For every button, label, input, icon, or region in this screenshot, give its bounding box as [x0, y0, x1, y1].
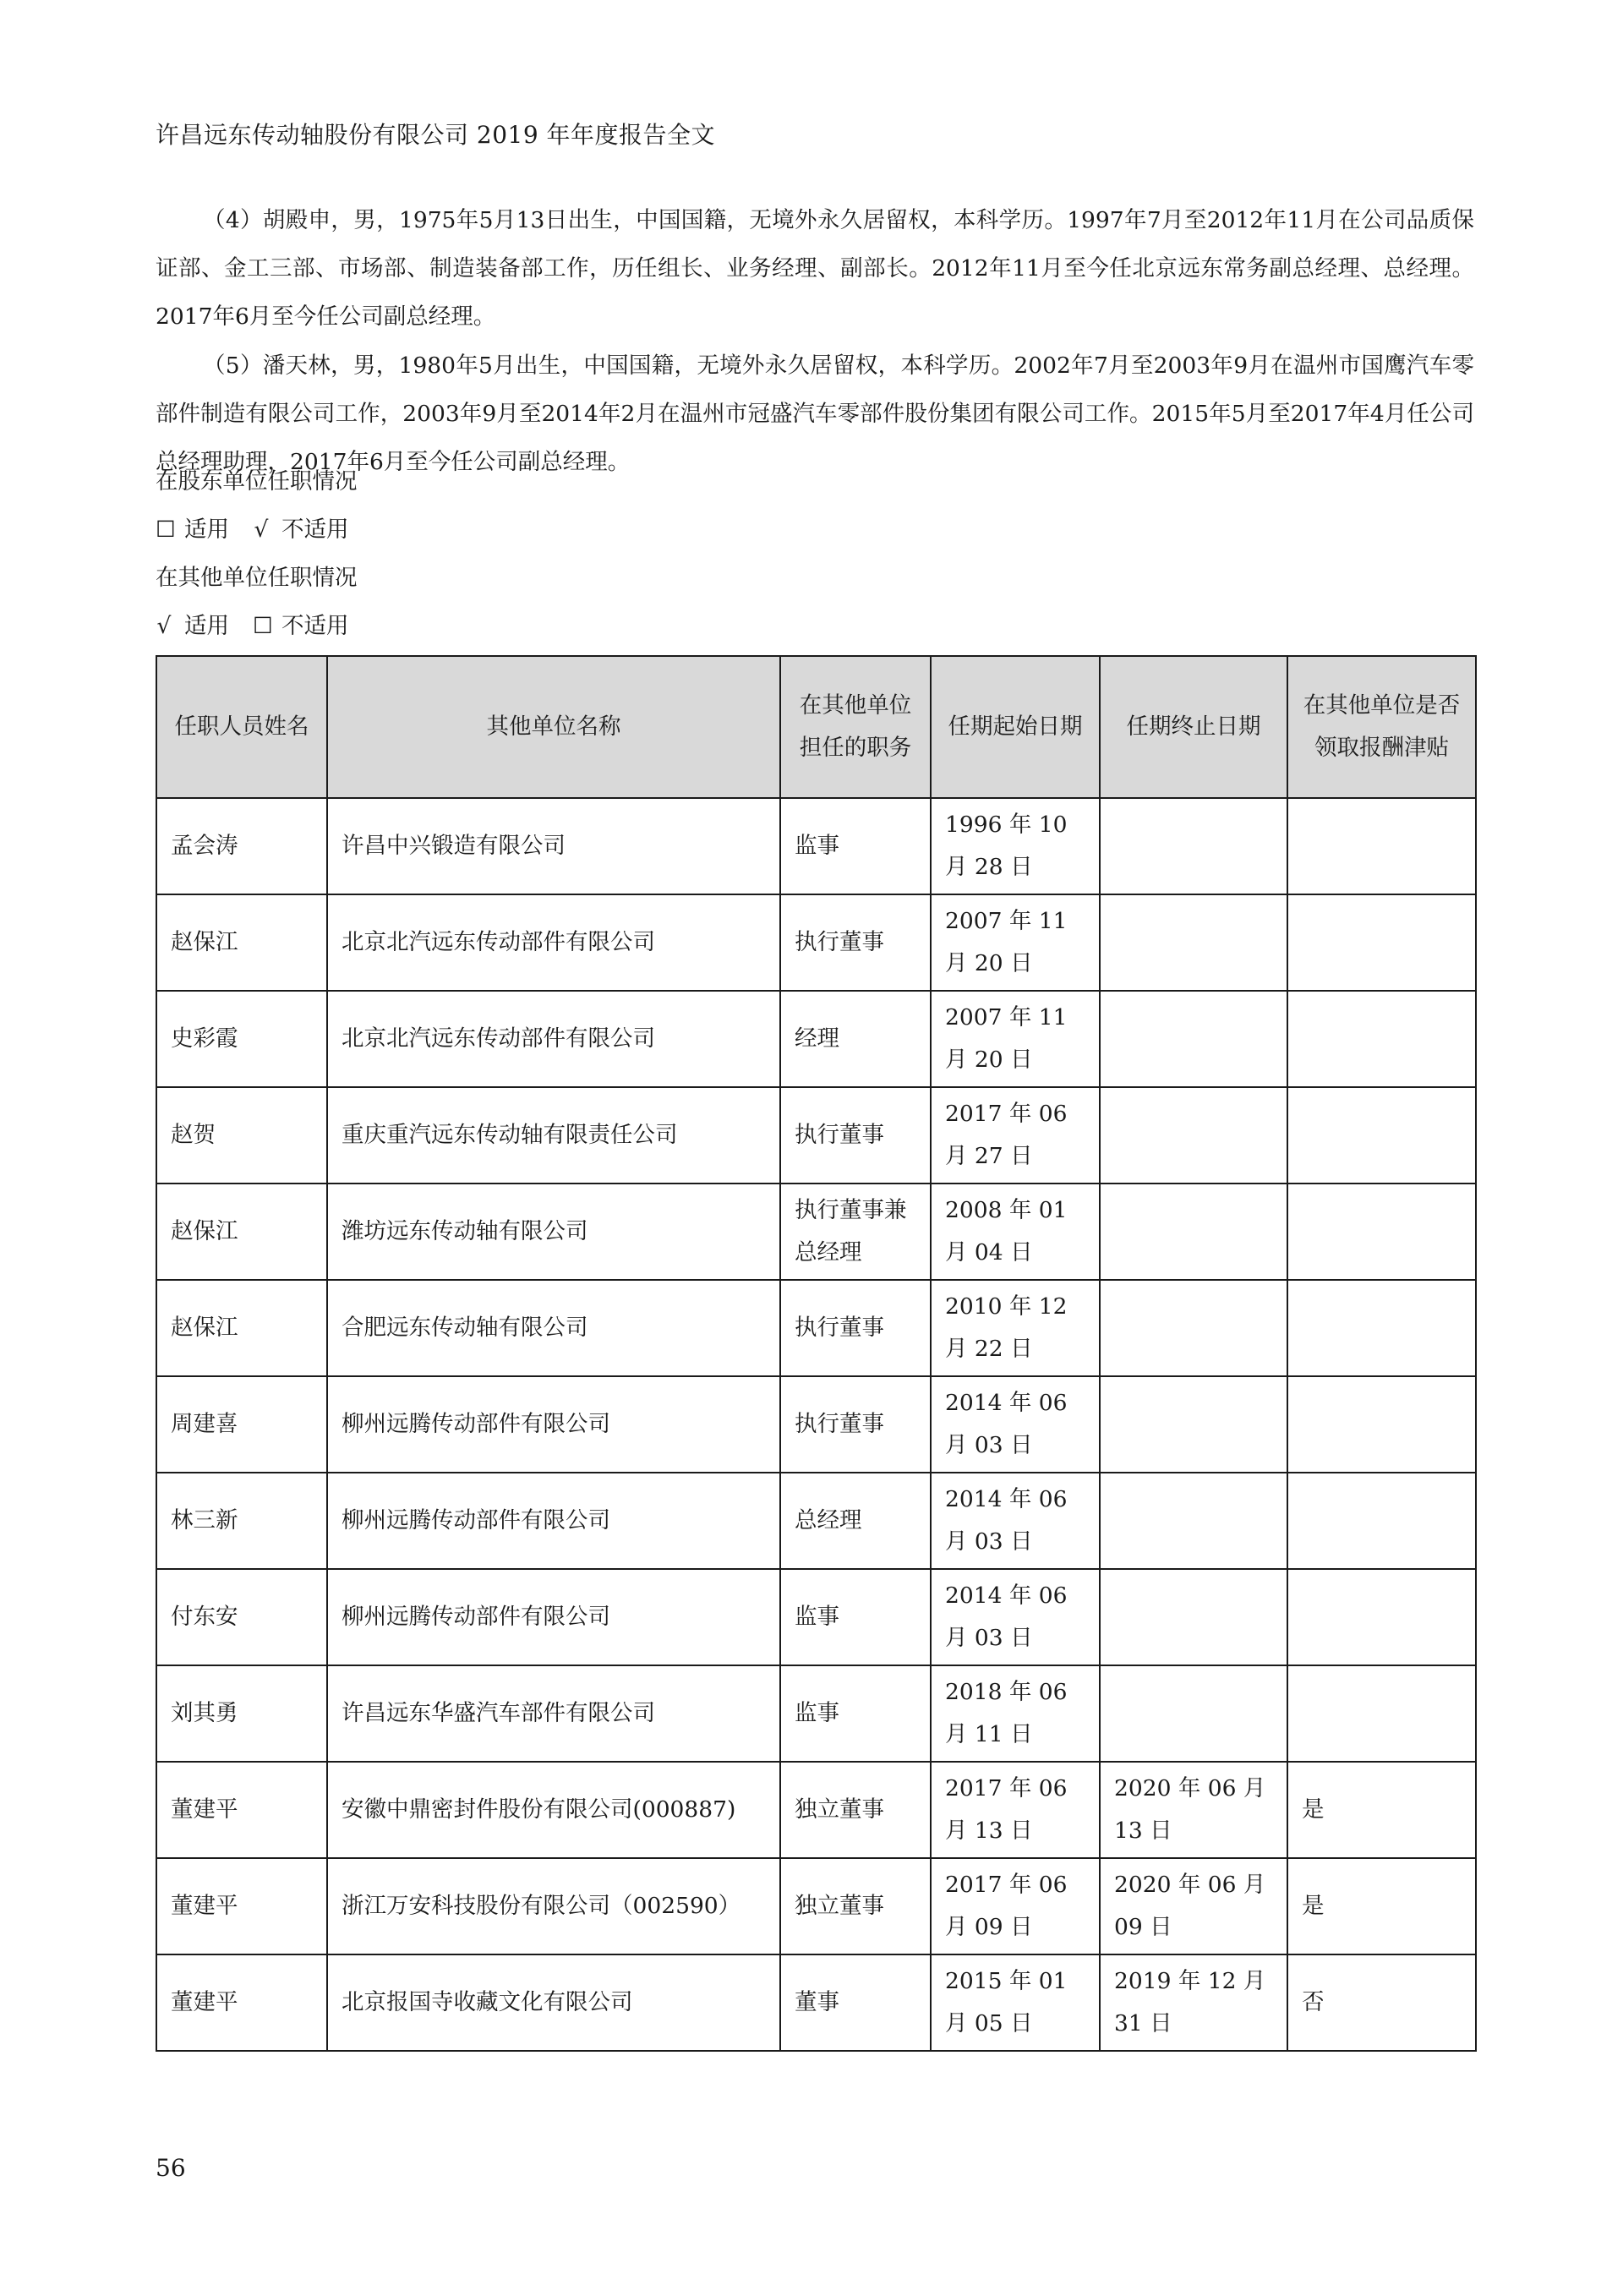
cell-remuneration [1287, 1665, 1476, 1762]
cell-unit-name: 许昌中兴锻造有限公司 [327, 798, 780, 894]
cell-position: 执行董事 [780, 1376, 931, 1473]
header-person-name: 任职人员姓名 [156, 656, 327, 798]
cell-remuneration [1287, 1473, 1476, 1569]
cell-unit-name: 潍坊远东传动轴有限公司 [327, 1184, 780, 1280]
applicable-label: 适用 [184, 517, 229, 543]
cell-start-date: 2008 年 01 月 04 日 [931, 1184, 1100, 1280]
applicable-label: 适用 [184, 613, 229, 639]
cell-position: 执行董事 [780, 1087, 931, 1184]
cell-unit-name: 重庆重汽远东传动轴有限责任公司 [327, 1087, 780, 1184]
cell-start-date: 2015 年 01 月 05 日 [931, 1954, 1100, 2051]
cell-person-name: 周建喜 [156, 1376, 327, 1473]
other-section-title: 在其他单位任职情况 [156, 565, 358, 591]
cell-person-name: 董建平 [156, 1762, 327, 1858]
cell-end-date: 2019 年 12 月 31 日 [1100, 1954, 1287, 2051]
cell-start-date: 2014 年 06 月 03 日 [931, 1473, 1100, 1569]
cell-remuneration: 是 [1287, 1762, 1476, 1858]
cell-position: 独立董事 [780, 1762, 931, 1858]
cell-start-date: 2014 年 06 月 03 日 [931, 1569, 1100, 1665]
cell-end-date [1100, 1665, 1287, 1762]
page-number: 56 [156, 2154, 186, 2182]
cell-unit-name: 北京北汽远东传动部件有限公司 [327, 894, 780, 991]
table-row [156, 1473, 1476, 1569]
checkbox-empty-icon: ☐ [253, 613, 273, 639]
cell-unit-name: 合肥远东传动轴有限公司 [327, 1280, 780, 1376]
cell-position: 董事 [780, 1954, 931, 2051]
cell-unit-name: 柳州远腾传动部件有限公司 [327, 1376, 780, 1473]
cell-start-date: 2007 年 11 月 20 日 [931, 894, 1100, 991]
cell-position: 执行董事 [780, 1280, 931, 1376]
cell-position: 独立董事 [780, 1858, 931, 1954]
table-row [156, 1087, 1476, 1184]
table-row [156, 1376, 1476, 1473]
checkmark-icon: √ [156, 613, 172, 639]
table-row [156, 1954, 1476, 2051]
cell-person-name: 赵贺 [156, 1087, 327, 1184]
cell-person-name: 史彩霞 [156, 991, 327, 1087]
cell-start-date: 2017 年 06 月 09 日 [931, 1858, 1100, 1954]
cell-start-date: 1996 年 10 月 28 日 [931, 798, 1100, 894]
cell-unit-name: 安徽中鼎密封件股份有限公司(000887) [327, 1762, 780, 1858]
cell-person-name: 刘其勇 [156, 1665, 327, 1762]
cell-start-date: 2017 年 06 月 27 日 [931, 1087, 1100, 1184]
header-start-date: 任期起始日期 [931, 656, 1100, 798]
header-remuneration: 在其他单位是否领取报酬津贴 [1287, 656, 1476, 798]
cell-start-date: 2007 年 11 月 20 日 [931, 991, 1100, 1087]
cell-end-date [1100, 1376, 1287, 1473]
cell-remuneration [1287, 991, 1476, 1087]
table-header-row [156, 656, 1476, 798]
shareholder-section-title: 在股东单位任职情况 [156, 468, 358, 495]
table-row [156, 1184, 1476, 1280]
cell-position: 执行董事兼总经理 [780, 1184, 931, 1280]
cell-end-date: 2020 年 06 月 09 日 [1100, 1858, 1287, 1954]
cell-remuneration [1287, 894, 1476, 991]
shareholder-applicability [156, 513, 349, 547]
cell-start-date: 2014 年 06 月 03 日 [931, 1376, 1100, 1473]
cell-remuneration [1287, 1376, 1476, 1473]
cell-end-date [1100, 894, 1287, 991]
cell-end-date [1100, 1473, 1287, 1569]
cell-remuneration [1287, 1569, 1476, 1665]
table-row [156, 991, 1476, 1087]
cell-person-name: 董建平 [156, 1954, 327, 2051]
cell-end-date [1100, 1569, 1287, 1665]
cell-person-name: 赵保江 [156, 1184, 327, 1280]
header-end-date: 任期终止日期 [1100, 656, 1287, 798]
not-applicable-label: 不适用 [281, 517, 349, 543]
cell-person-name: 董建平 [156, 1858, 327, 1954]
cell-position: 经理 [780, 991, 931, 1087]
cell-end-date [1100, 1280, 1287, 1376]
cell-start-date: 2018 年 06 月 11 日 [931, 1665, 1100, 1762]
cell-start-date: 2010 年 12 月 22 日 [931, 1280, 1100, 1376]
table-row [156, 798, 1476, 894]
cell-position: 总经理 [780, 1473, 931, 1569]
cell-unit-name: 许昌远东华盛汽车部件有限公司 [327, 1665, 780, 1762]
document-header: 许昌远东传动轴股份有限公司 2019 年年度报告全文 [156, 121, 716, 149]
table-row [156, 894, 1476, 991]
other-positions-table [156, 655, 1477, 2052]
cell-remuneration [1287, 1280, 1476, 1376]
paragraph-pan-tianlin: （5）潘天林，男，1980年5月出生，中国国籍，无境外永久居留权，本科学历。2002年7月至2003年9月在温州市国鹰汽车零部件制造有限公司工作，2003年9月至2014年2月在温州市冠盛汽车零部件股份集团有限公司工作。2015年5月至2017年4月任公司总经理助理，2017年6月至今任公司副总经理。 [156, 353, 1474, 475]
cell-remuneration [1287, 798, 1476, 894]
cell-remuneration: 否 [1287, 1954, 1476, 2051]
cell-unit-name: 柳州远腾传动部件有限公司 [327, 1473, 780, 1569]
table-row [156, 1762, 1476, 1858]
cell-person-name: 林三新 [156, 1473, 327, 1569]
table-row [156, 1280, 1476, 1376]
other-applicability [156, 610, 349, 643]
cell-end-date [1100, 798, 1287, 894]
cell-position: 监事 [780, 798, 931, 894]
cell-remuneration: 是 [1287, 1858, 1476, 1954]
paragraph-hu-dianshen: （4）胡殿申，男，1975年5月13日出生，中国国籍，无境外永久居留权，本科学历。1997年7月至2012年11月在公司品质保证部、金工三部、市场部、制造装备部工作，历任组长、业务经理、副部长。2012年11月至今任北京远东常务副总经理、总经理。2017年6月至今任公司副总经理。 [156, 207, 1474, 330]
cell-unit-name: 柳州远腾传动部件有限公司 [327, 1569, 780, 1665]
checkbox-empty-icon: ☐ [156, 517, 176, 543]
cell-position: 监事 [780, 1665, 931, 1762]
cell-unit-name: 北京北汽远东传动部件有限公司 [327, 991, 780, 1087]
cell-start-date: 2017 年 06 月 13 日 [931, 1762, 1100, 1858]
cell-end-date [1100, 991, 1287, 1087]
table-row [156, 1569, 1476, 1665]
cell-end-date [1100, 1184, 1287, 1280]
header-position: 在其他单位担任的职务 [780, 656, 931, 798]
cell-person-name: 赵保江 [156, 1280, 327, 1376]
cell-person-name: 孟会涛 [156, 798, 327, 894]
table-row [156, 1665, 1476, 1762]
cell-remuneration [1287, 1087, 1476, 1184]
cell-unit-name: 浙江万安科技股份有限公司（002590） [327, 1858, 780, 1954]
not-applicable-label: 不适用 [281, 613, 349, 639]
header-unit-name: 其他单位名称 [327, 656, 780, 798]
cell-end-date: 2020 年 06 月 13 日 [1100, 1762, 1287, 1858]
table-row [156, 1858, 1476, 1954]
cell-end-date [1100, 1087, 1287, 1184]
checkmark-icon: √ [254, 517, 269, 543]
cell-remuneration [1287, 1184, 1476, 1280]
cell-unit-name: 北京报国寺收藏文化有限公司 [327, 1954, 780, 2051]
cell-person-name: 赵保江 [156, 894, 327, 991]
cell-person-name: 付东安 [156, 1569, 327, 1665]
cell-position: 监事 [780, 1569, 931, 1665]
cell-position: 执行董事 [780, 894, 931, 991]
